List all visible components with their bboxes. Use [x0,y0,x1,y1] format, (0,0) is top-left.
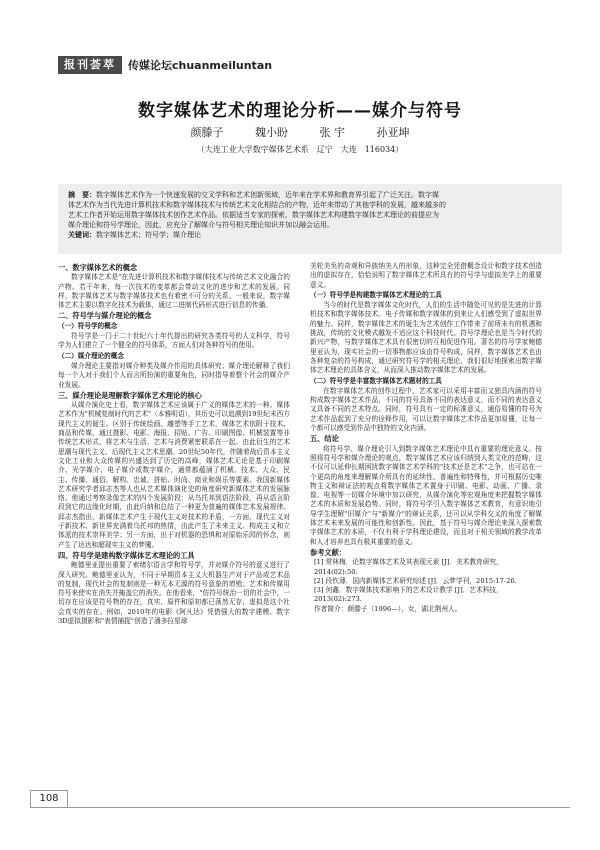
section-heading: 四、符号学是建构数字媒体艺术理论的工具 [58,550,195,560]
abstract-box [58,184,562,254]
section-heading: 一、数字媒体艺术的概念 [58,263,138,272]
header-column-name: 传媒论坛chuanmeiluntan [128,59,273,72]
reference-item: [2] 段钦薄．国内新媒体艺术研究综述 [J]．云梦学刊，2015:17-26. [314,576,517,585]
abstract-line: 摘 要：数字媒体艺术作为一个快速发展的交叉学科和艺术创新领域，近年来在学术界和教育界引起了广泛关注。数字媒 [68,191,439,199]
subsection-heading: （一）符号学是构建数字媒体艺术理论的工具 [310,290,442,299]
author-list [0,124,600,140]
article-title: 数字媒体艺术的理论分析——媒介与符号 [138,101,462,121]
section-heading: 参考文献： [310,547,346,557]
author: 张 宇 [319,126,345,139]
page-number: 108 [30,790,68,808]
column-header [58,56,272,74]
paragraph: 在数字媒体艺术的创作过程中，艺术家可以采用丰富而又独具内涵的符号构成数字媒体艺术作品，不同的符号具备不同的表达意义，而不同的表达意义又具备不同的艺术特点。同时，符号具有一定的标准意义，通俗易懂的符号为艺术作品起到了充分的诠释作用，可以让数字媒体艺术作品更加易懂，让每一个都可以感受到作品中独特的文化内涵。 [310,386,542,433]
header-label: 报刊荟萃 [58,56,122,74]
abstract-line: 媒介理论和符号学理论，因此，应充分了解媒介与符号相关理论知识并加以融会运用。 [68,221,334,229]
keywords: 关键词：数字媒体艺术；符号学；媒介理论 [68,231,201,239]
author: 颜滕子 [190,126,224,139]
author: 魏小盼 [255,126,288,139]
paragraph: 从媒介演化史上看，数字媒体艺术应该属于广义的媒体艺术的一种。媒体艺术作为"机械复制时代的艺术"（本雅明语），其历史可以追溯到19世纪末西方现代主义的诞生。区别于传统绘画、雕塑等手工艺术，媒体艺术依附于技术、商品和传媒，通过摄影、电影、海报、招贴、广告、印刷图像、机械装置等非传统艺术形式，将艺术与生活、艺术与消费紧密联系在一起。由此衍生的艺术思潮与现代主义、后现代主义艺术思潮。20世纪50年代，伴随着战后资本主义文化工业和大众传媒的兴盛达到了历史的高峰，媒体艺术无论是基于印刷媒介、光学媒介、电子媒介或数字媒介，通常都蕴涵了机械、技术、大众、民主、传播、通俗、解构、忠诚、拼贴、时尚、商业和娱乐等要素。我国新媒体艺术研究学者邱志杰等人也从艺术媒体演化史的角度研究新媒体艺术的发展脉络。他通过考察录像艺术的四个发展阶段：从乌托邦到语法阶段，再从语言阶段到它的边缘化时期，由此归纳和总结了一种更为普遍的媒体艺术发展规律。邱志杰指出，新媒体艺术产生于现代主义对技术的矛盾，一方面，现代主义对于新技术、新世界充满着乌托邦的热情，由此产生了未来主义、构成主义和立体派的技术崇拜美学；另一方面，出于对机器的恐惧和对原始乐园的怀念，则产生了达达和超现实主义的梦魇。 [58,401,290,549]
keywords-label: 关键词： [68,231,96,239]
paragraph: 数字媒体艺术是"在先进计算机技术和数字媒体技术与传统艺术文化融合的产物。若干年来，每一次技术的变革都会带动文化的进步和艺术的发展。同样，数字媒体艺术与数字媒体技术也有着密不可分的关系。一般来说，数字媒体艺术主要以数字化技术为载体，通过二进制代码形式进行信息的传播。 [58,273,290,310]
subsection-heading: （一）符号学的概念 [58,321,118,330]
section-heading: 五、结论 [310,434,339,444]
paragraph: 美轮美奂的奇观和异族纳美人的形象，这种完全凭借概念设计和数字技术创造出的虚拟存在，恰恰说明了数字媒体艺术所具有的符号学与虚拟美学上的重要意义。 [310,262,542,289]
abstract-label: 摘 要： [68,191,96,199]
paragraph: 将符号学、媒介理论引入到数字媒体艺术理论中具有重要的理论意义。按照将符号学和媒介理论的观点，数字媒体艺术应该归纳到人类文化的范畴，这不仅可以延伸长期困扰数字媒体艺术学科的"技术还是艺术"之争，也可站在一个更高的角度来理解媒介所具有的延续性、普遍性和特殊性，并可根据历史唯物主义和辩证法的观点将数字媒体艺术置身于印刷、电影、动画、广播、录像、电视等一切媒介环境中加以研究，从媒介演化等宏观角度来把握数字媒体艺术的本质和发展趋势。同时，将符号学引入数字媒体艺术教育，有意识地引导学生理解"旧媒介"与"新媒介"的辩证关系，还可以从学科交叉的角度了解媒体艺术未来发展的可能性和创新性。因此，基于符号与媒介理论来深入探索数字媒体艺术的本质，不仅有利于学科理论建设，而且对于相关领域的教学改革和人才培养也具有极其重要的意义。 [310,444,542,546]
paragraph: 媒介理论主要指对媒介种类及媒介作用的具体研究；媒介理论解释了我们每一个人对于我们个人而言所扮演的重要角色，同时指导着整个社会的媒介产业发展。 [58,361,290,389]
section-heading: 三、媒介理论是理解数字媒体艺术理论的核心 [58,390,202,400]
paragraph: 鲍德里亚提出重要了索绪尔语言学和符号学，并对媒介符号的意义进行了深入研究。鲍德里亚认为，不同于早期资本主义大机器生产对于产品或艺术品的复制，现代社会的复制则是一种无本无源的符号意象的增殖；艺术和传媒用符号来使实在消失并掩盖它的消失。在他看来，"仿符号统治一切的社会中，一切存在应该是符号物的存在，真实、原件和原初都已荡然无存，虚拟是这个社会真实的存在。例如，2010年的电影《阿凡达》凭借强大的数字建模、数字3D虚拟摄影和"表情捕捉"创造了潘多拉星球 [58,561,290,625]
abstract-line: 体艺术作为当代先进计算机技术和数字媒体技术与传统艺术文化相结合的产物，近年来带动了其他学科的发展，越来越多的 [68,201,446,209]
reference-item: [1] 常林梅．论数字媒体艺术及其表现元素 [J]．美术教育研究，2014(02):50. [314,558,503,576]
paragraph: 当今的时代是数字媒体文化时代，人们的生活中随处可见的是先进的计算机技术和数字媒体技术。电子传媒和数字媒体的到来让人们感受到了虚拟世界的魅力。同样，数字媒体艺术的诞生为艺术创作工作带来了前所未有的机遇和挑战，传统的文化模式越发不适应这个科技时代。符号学理论也是当今时代的新兴产物，与数字媒体艺术具有很密切的互相促进作用。著名的符号学家鲍德里亚认为，现实社会的一切事物都应该由符号构成，同样，数字媒体艺术也由各种复杂的符号构成，通过研究符号学的相关理论，我们很好地探索出数字媒体艺术理论的具体含义，从而深入推动数字媒体艺术的发展。 [310,301,542,375]
subsection-heading: （二）符号学是丰富数字媒体艺术题材的工具 [310,376,442,385]
footer-rule [30,807,570,808]
reference-item: 作者简介：颜滕子（1996—），女，湖北荆州人。 [314,604,462,613]
paragraph: 符号学是一门于二十世纪六十年代提出的研究各类符号的人文科学，符号学为人们建立了一个健全的符号体系，方面人们对各种符号的使用。 [58,332,290,350]
reference-item: [3] 何鑫．数字媒体技术影响下的艺术设计教学 [J]．艺术科技，2013(02):273. [314,586,503,604]
left-column [58,262,290,626]
author: 孙亚坤 [376,126,410,139]
affiliation: （大连工业大学数字媒体艺术系 辽宁 大连 116034） [196,145,404,154]
subsection-heading: （二）媒介理论的概念 [58,351,124,360]
section-heading: 二、符号学与媒介理论的概念 [58,311,152,321]
right-column [310,262,542,614]
abstract-line: 艺术工作者开始运用数字媒体技术创作艺术作品。依据适当专家的探索，数字媒体艺术构建数字媒体艺术理论的前提应为 [68,211,439,219]
